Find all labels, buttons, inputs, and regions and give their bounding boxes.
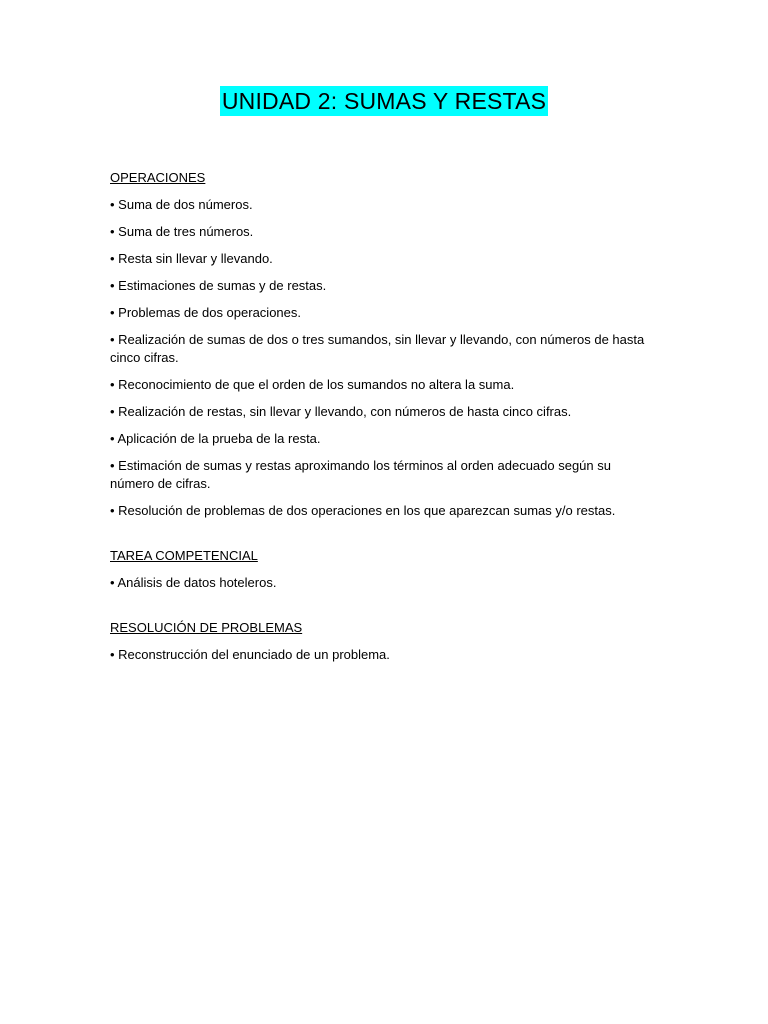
document-title: UNIDAD 2: SUMAS Y RESTAS — [221, 88, 547, 114]
list-item: • Problemas de dos operaciones. — [110, 305, 301, 320]
section-heading-resolucion-de-problemas: RESOLUCIÓN DE PROBLEMAS — [110, 620, 303, 635]
list-item: • Reconocimiento de que el orden de los sumandos no altera la suma. — [110, 377, 515, 392]
title-block — [110, 0, 658, 116]
list-item: • Análisis de datos hoteleros. — [110, 575, 277, 590]
section-resolucion-de-problemas — [110, 619, 658, 664]
list-item: • Aplicación de la prueba de la resta. — [110, 431, 321, 446]
section-heading-operaciones: OPERACIONES — [110, 170, 206, 185]
list-item: • Resolución de problemas de dos operaciones en los que aparezcan sumas y/o restas. — [110, 503, 616, 518]
section-tarea-competencial — [110, 547, 658, 592]
list-item: • Suma de tres números. — [110, 224, 254, 239]
list-item: • Estimación de sumas y restas aproximando los términos al orden adecuado según su número de cifras. — [110, 458, 611, 491]
list-item: • Realización de restas, sin llevar y llevando, con números de hasta cinco cifras. — [110, 404, 572, 419]
list-item: • Realización de sumas de dos o tres sumandos, sin llevar y llevando, con números de hasta cinco cifras. — [110, 332, 645, 365]
list-item: • Reconstrucción del enunciado de un problema. — [110, 647, 390, 662]
section-heading-tarea-competencial: TAREA COMPETENCIAL — [110, 548, 258, 563]
list-item: • Suma de dos números. — [110, 197, 253, 212]
section-operaciones — [110, 169, 658, 520]
list-item: • Estimaciones de sumas y de restas. — [110, 278, 327, 293]
list-item: • Resta sin llevar y llevando. — [110, 251, 273, 266]
